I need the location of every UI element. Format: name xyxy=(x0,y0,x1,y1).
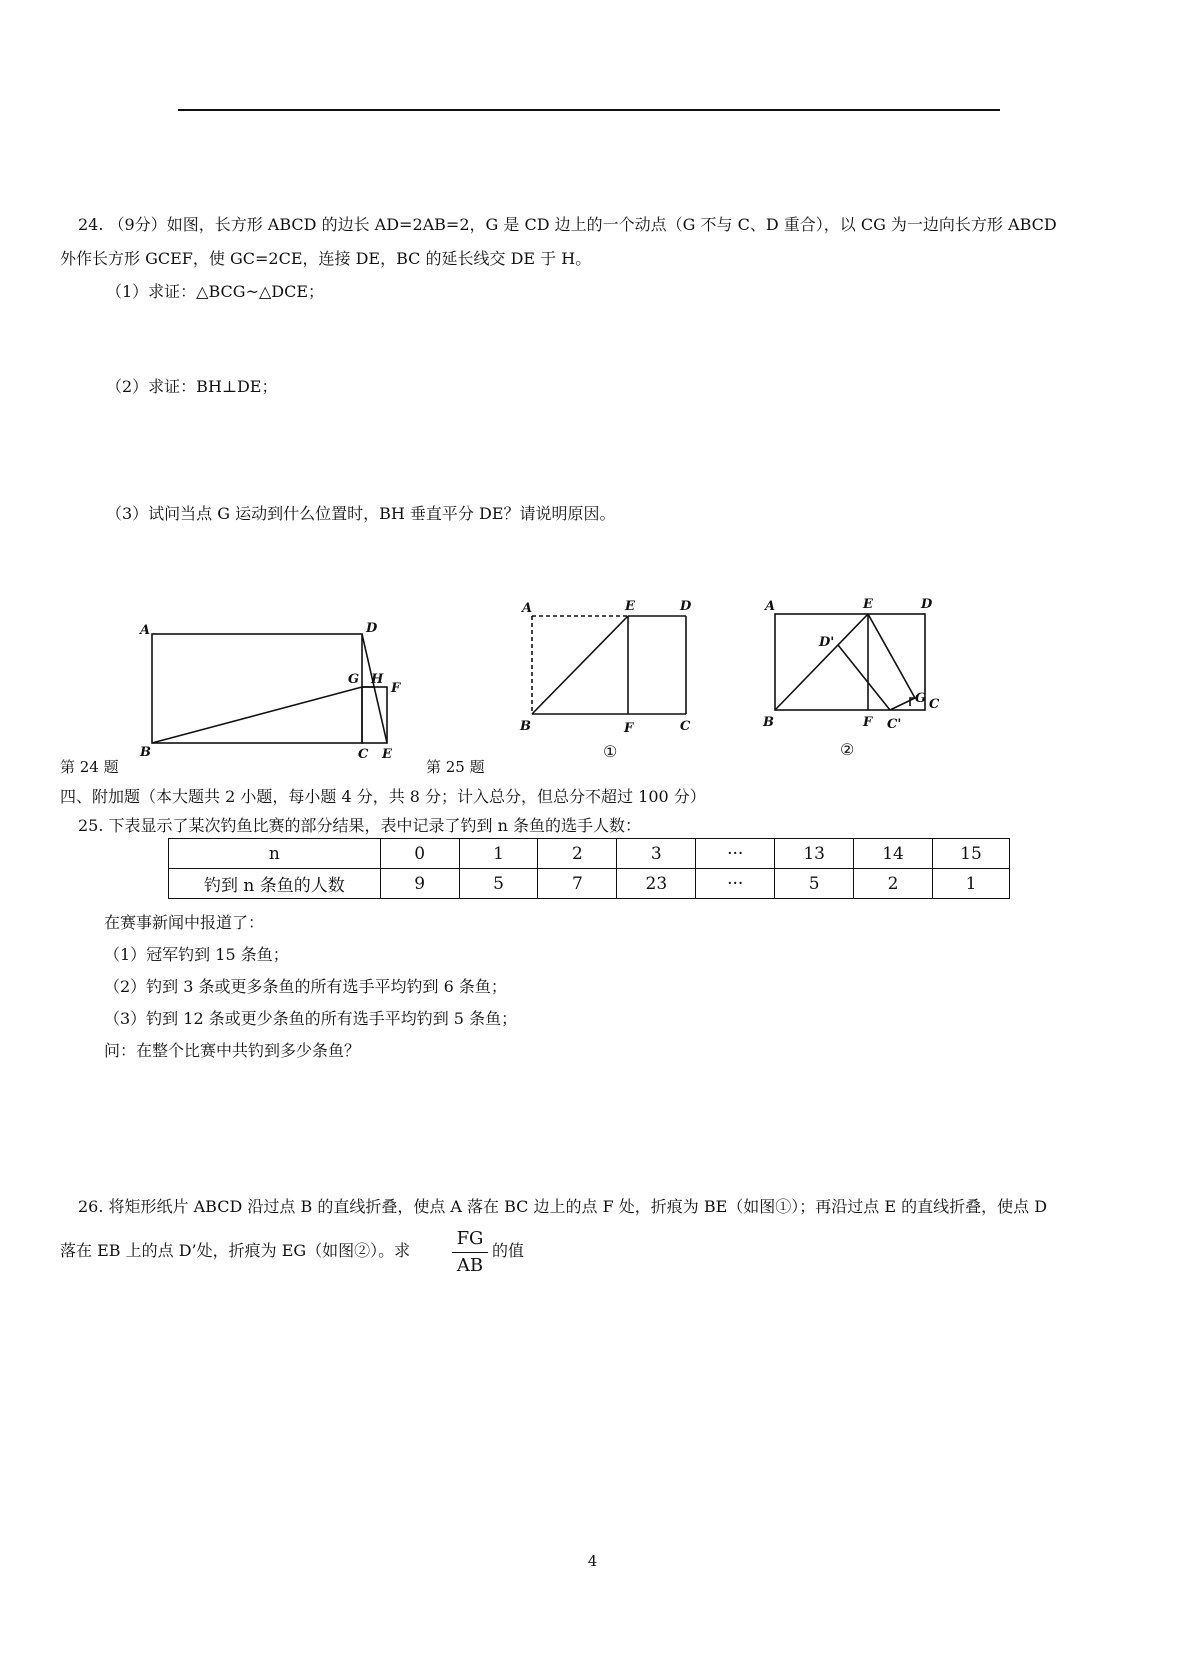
table-cell: ··· xyxy=(696,839,775,869)
table-cell: 0 xyxy=(380,839,459,869)
table-cell: 14 xyxy=(854,839,933,869)
fig26b-label-f: F xyxy=(863,715,873,730)
fraction-bar xyxy=(452,1252,488,1253)
figure-26-2 xyxy=(755,590,955,760)
fig24-label-c: C xyxy=(358,747,369,762)
q24-line1: 24. （9分）如图，长方形 ABCD 的边长 AD=2AB=2，G 是 CD 边上的一个动点（G 不与 C、D 重合），以 CG 为一边向长方形 ABCD xyxy=(78,215,1057,234)
table-cell: n xyxy=(169,839,381,869)
q25-question: 问：在整个比赛中共钓到多少条鱼？ xyxy=(104,1041,361,1060)
table-cell: 2 xyxy=(538,839,617,869)
fig26a-label-a: A xyxy=(522,601,533,616)
table-cell: 9 xyxy=(380,869,459,899)
table-cell: 2 xyxy=(854,869,933,899)
fig26a-label-d: D xyxy=(680,599,692,614)
table-cell: 23 xyxy=(617,869,696,899)
fig26b-label-b: B xyxy=(763,715,774,730)
fig26b-label-cprime: C' xyxy=(887,717,902,732)
table-cell: 5 xyxy=(459,869,538,899)
q26-line2-b: 的值 xyxy=(492,1241,525,1260)
fishing-table xyxy=(168,838,1010,899)
q24-line2: 外作长方形 GCEF，使 GC=2CE，连接 DE，BC 的延长线交 DE 于 H。 xyxy=(60,249,592,268)
fraction-numerator: FG xyxy=(456,1228,484,1249)
table-cell: ··· xyxy=(696,869,775,899)
q25-item2: （2）钓到 3 条或更多条鱼的所有选手平均钓到 6 条鱼； xyxy=(104,977,507,996)
q25-news: 在赛事新闻中报道了： xyxy=(104,913,265,932)
fig26b-label-c: C xyxy=(929,697,940,712)
figure-24 xyxy=(130,610,410,760)
fig24-caption: 第 24 题 xyxy=(60,758,119,776)
q24-part1: （1）求证：△BCG~△DCE； xyxy=(106,282,325,301)
page-number: 4 xyxy=(587,1552,598,1570)
q25-intro: 25. 下表显示了某次钓鱼比赛的部分结果，表中记录了钓到 n 条鱼的选手人数： xyxy=(78,816,642,835)
fraction-fg-ab xyxy=(452,1228,488,1277)
fig25-caption: 第 25 题 xyxy=(426,758,485,776)
q24-part2: （2）求证：BH⊥DE； xyxy=(106,377,278,396)
figure-26-1 xyxy=(510,592,690,762)
q25-item1: （1）冠军钓到 15 条鱼； xyxy=(104,945,289,964)
table-cell: 1 xyxy=(459,839,538,869)
fig24-label-e: E xyxy=(382,747,392,762)
fig24-label-d: D xyxy=(366,621,378,636)
q25-item3: （3）钓到 12 条或更少条鱼的所有选手平均钓到 5 条鱼； xyxy=(104,1009,518,1028)
fig26b-label-d: D xyxy=(921,597,933,612)
fig24-label-g: G xyxy=(348,672,360,687)
table-row xyxy=(169,839,1010,869)
table-cell: 13 xyxy=(775,839,854,869)
table-cell: 5 xyxy=(775,869,854,899)
fraction-denominator: AB xyxy=(456,1255,484,1276)
fig26a-label-b: B xyxy=(520,719,531,734)
fig26a-marker: ① xyxy=(603,742,618,761)
fig24-label-f: F xyxy=(391,681,401,696)
fig24-label-b: B xyxy=(140,745,151,760)
header-rule xyxy=(178,109,1000,111)
fig24-label-h: H xyxy=(371,672,384,687)
fig26b-label-dprime: D' xyxy=(819,635,835,650)
table-cell: 7 xyxy=(538,869,617,899)
table-row xyxy=(169,869,1010,899)
fig26b-marker: ② xyxy=(840,740,855,759)
table-cell: 3 xyxy=(617,839,696,869)
fig26a-label-c: C xyxy=(680,719,691,734)
q26-line2-a: 落在 EB 上的点 D’处，折痕为 EG（如图②）。求 xyxy=(60,1241,411,1260)
fig26a-label-e: E xyxy=(625,599,635,614)
q26-line1: 26. 将矩形纸片 ABCD 沿过点 B 的直线折叠，使点 A 落在 BC 边上的点 F 处，折痕为 BE（如图①）；再沿过点 E 的直线折叠，使点 D xyxy=(78,1197,1048,1216)
table-cell: 1 xyxy=(933,869,1010,899)
q24-part3: （3）试问当点 G 运动到什么位置时，BH 垂直平分 DE？请说明原因。 xyxy=(106,504,616,523)
fig26b-label-e: E xyxy=(863,597,873,612)
fig24-label-a: A xyxy=(140,623,151,638)
fig26b-label-a: A xyxy=(765,599,776,614)
table-cell: 钓到 n 条鱼的人数 xyxy=(169,869,381,899)
table-cell: 15 xyxy=(933,839,1010,869)
fig26a-label-f: F xyxy=(624,721,634,736)
section4-heading: 四、附加题（本大题共 2 小题，每小题 4 分，共 8 分；计入总分，但总分不超过 100 分） xyxy=(60,787,706,806)
fig26b-label-g: G xyxy=(915,691,927,706)
